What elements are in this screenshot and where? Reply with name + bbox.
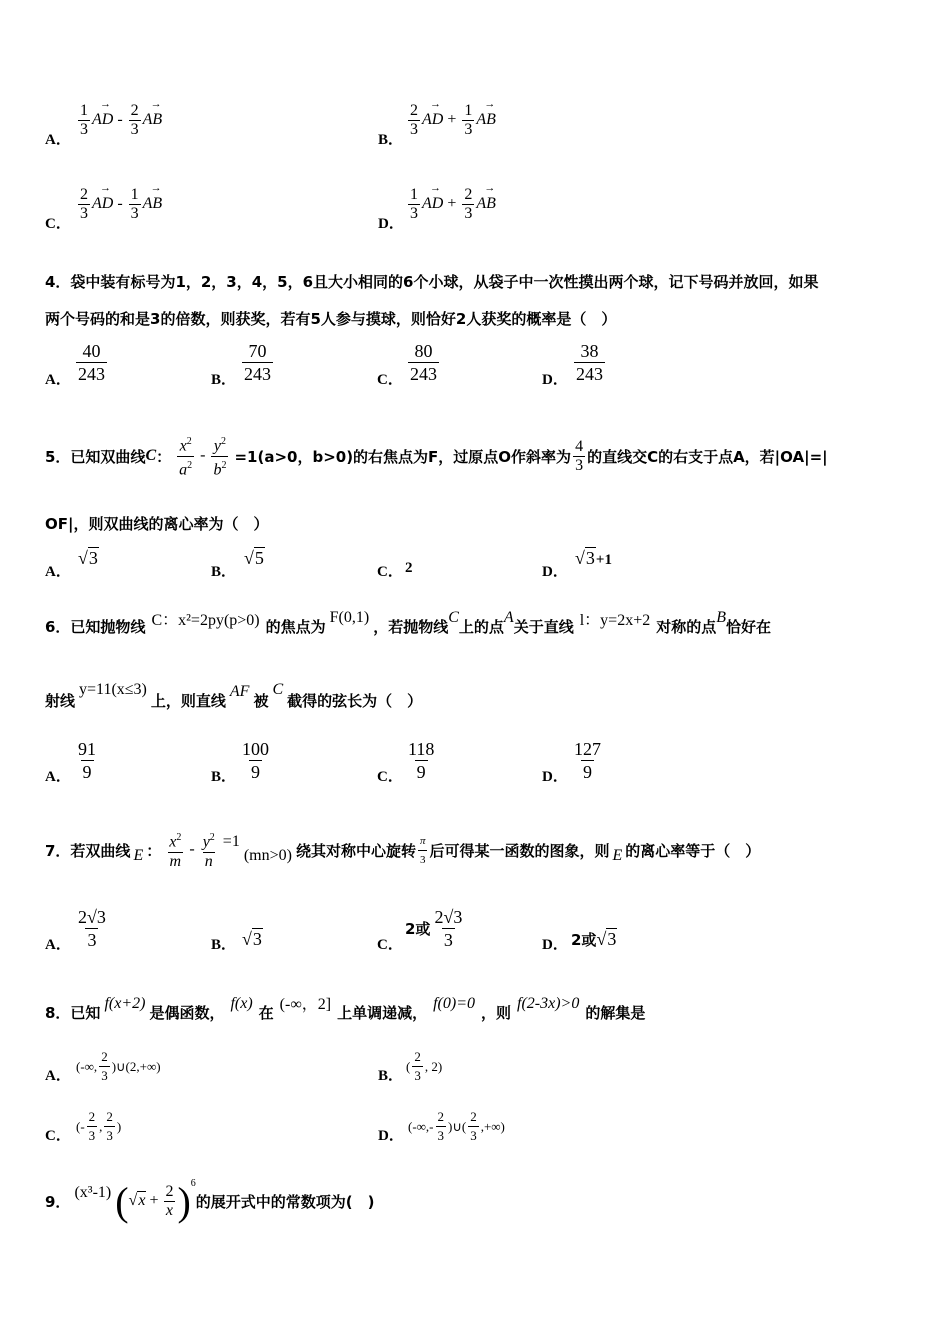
q3-option-d-expr: $\frac{1}{3}$ → AD + $\frac{2}{3}$ → AB xyxy=(406,186,496,223)
q8-option-a-label: A． xyxy=(45,1068,71,1084)
q3-option-b-label: B． xyxy=(378,132,404,148)
q5-option-c-label: C． xyxy=(377,564,403,580)
q5-option-a-label: A． xyxy=(45,564,71,580)
q8-stem: 8．已知 f(x+2) 是偶函数， f(x) 在 (-∞，2] 上单调递减， f(0)=0 ，则 f(2-3x)>0 的解集是 xyxy=(45,995,646,1022)
q4-option-a-value: $\frac{40}{243}$ xyxy=(78,341,105,384)
q8-option-b-label: B． xyxy=(378,1068,404,1084)
q5-option-b-label: B． xyxy=(211,564,237,580)
q8-option-b-value: ( $\frac{2}{3}$ , 2) xyxy=(406,1049,443,1083)
q4-option-c-value: $\frac{80}{243}$ xyxy=(410,341,437,384)
q3-option-c-expr: $\frac{2}{3}$ → AD - $\frac{1}{3}$ → AB xyxy=(76,186,162,223)
q3-option-a-expr: $\frac{1}{3}$ → AD - $\frac{2}{3}$ → AB xyxy=(76,102,162,139)
q7-stem: 7．若双曲线 E ： $\frac{x^2}{m}$ - $\frac{y^2}{n}$ =1 (mn>0) 绕其对称中心旋转 $\frac{\pi}{3}$ 后可得某一函数的图象，则 E 的离心率等于（ ） xyxy=(45,832,761,870)
q9-stem: 9． (x³-1) ( √x + $\frac{2}{x}$ ) $^6$ 的展开式中的常数项为( ) xyxy=(45,1177,375,1224)
q4-option-d-value: $\frac{38}{243}$ xyxy=(576,341,603,384)
q6-stem-line1: 6．已知抛物线 C：x²=2py(p>0) 的焦点为 F(0,1) ，若抛物线 C 上的点 A 关于直线 l：y=2x+2 对称的点 B 恰好在 xyxy=(45,609,772,636)
q4-option-d-label: D． xyxy=(542,372,568,388)
q5-option-d-value: √3+1 xyxy=(575,548,612,568)
q7-option-d-label: D． xyxy=(542,937,568,953)
q5-option-d-label: D． xyxy=(542,564,568,580)
q6-option-d-value: $\frac{127}{9}$ xyxy=(574,739,601,782)
q7-option-a-value: $\frac{2√3}{3}$ xyxy=(78,907,106,950)
q8-option-a-value: (-∞, $\frac{2}{3}$ )∪(2,+∞) xyxy=(76,1049,161,1083)
q4-option-c-label: C． xyxy=(377,372,403,388)
q7-option-b-value: √3 xyxy=(242,929,262,949)
q7-option-c-label: C． xyxy=(377,937,403,953)
q8-option-d-value: (-∞,- $\frac{2}{3}$ )∪( $\frac{2}{3}$ ,+∞) xyxy=(408,1109,505,1143)
q7-option-d-value: 2或 √3 xyxy=(571,929,617,949)
q8-option-d-label: D． xyxy=(378,1128,404,1144)
q6-option-c-value: $\frac{118}{9}$ xyxy=(408,739,435,782)
q3-option-d-label: D． xyxy=(378,216,404,232)
q4-option-a-label: A． xyxy=(45,372,71,388)
q6-stem-line2: 射线 y=11(x≤3) 上，则直线 AF 被 C 截得的弦长为（ ） xyxy=(45,681,423,710)
q6-option-c-label: C． xyxy=(377,769,403,785)
q6-option-a-value: $\frac{91}{9}$ xyxy=(78,739,96,782)
q4-option-b-value: $\frac{70}{243}$ xyxy=(244,341,271,384)
q7-option-c-value: 2或 $\frac{2√3}{3}$ xyxy=(405,907,463,950)
q6-option-b-value: $\frac{100}{9}$ xyxy=(242,739,269,782)
q6-option-a-label: A． xyxy=(45,769,71,785)
q4-option-b-label: B． xyxy=(211,372,237,388)
q7-option-a-label: A． xyxy=(45,937,71,953)
q5-option-c-value: 2 xyxy=(405,560,413,576)
q4-stem-line2: 两个号码的和是3的倍数，则获奖，若有5人参与摸球，则恰好2人获奖的概率是（ ） xyxy=(45,310,617,328)
q8-option-c-value: (- $\frac{2}{3}$ , $\frac{2}{3}$ ) xyxy=(76,1109,122,1143)
q5-option-b-value: √5 xyxy=(244,548,264,568)
q3-option-a-label: A． xyxy=(45,132,71,148)
q7-option-b-label: B． xyxy=(211,937,237,953)
q5-option-a-value: √3 xyxy=(78,548,98,568)
q8-option-c-label: C． xyxy=(45,1128,71,1144)
q3-option-c-label: C． xyxy=(45,216,71,232)
q5-stem-line1: 5．已知双曲线 C ： $\frac{x^2}{a^2}$ - $\frac{y^2}{b^2}$ =1(a>0，b>0)的右焦点为F，过原点O作斜率为 $\frac{4}{3}$ 的直线交C的右支于点A，若|OA|=| xyxy=(45,436,828,478)
q6-option-b-label: B． xyxy=(211,769,237,785)
q4-stem-line1: 4．袋中装有标号为1，2，3，4，5，6且大小相同的6个小球，从袋子中一次性摸出两个球，记下号码并放回，如果 xyxy=(45,273,819,291)
q3-option-b-expr: $\frac{2}{3}$ → AD + $\frac{1}{3}$ → AB xyxy=(406,102,496,139)
q5-stem-line2: OF|，则双曲线的离心率为（ ） xyxy=(45,515,269,533)
q6-option-d-label: D． xyxy=(542,769,568,785)
